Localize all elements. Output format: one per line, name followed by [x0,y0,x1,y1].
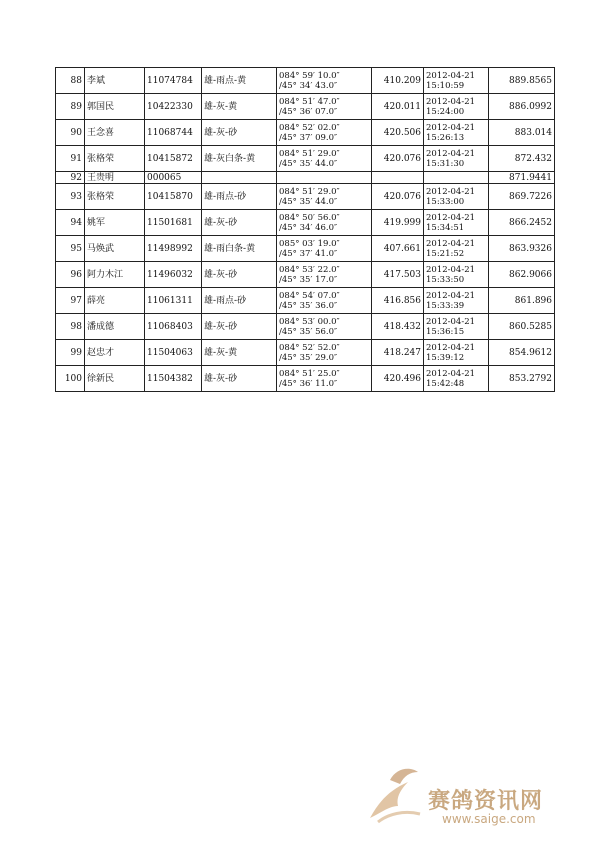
table-row [56,184,555,210]
latitude: /45° 35′ 36.0″ [279,300,338,311]
name-cell: 张格荣 [85,146,145,172]
rank-cell: 95 [56,236,85,262]
coordinates-cell [277,172,372,184]
arrival-date: 2012-04-21 [426,238,476,249]
name-cell: 马焕武 [85,236,145,262]
arrival-clock: 15:34:51 [426,222,465,233]
table-row [56,314,555,340]
coordinates-cell [277,210,372,236]
distance-cell: 420.506 [372,120,424,146]
arrival-time-cell [424,94,489,120]
latitude: /45° 36′ 11.0″ [279,378,338,389]
latitude: /45° 35′ 44.0″ [279,158,338,169]
feather-color-cell: 雄-灰-砂 [202,314,277,340]
name-cell: 王念喜 [85,120,145,146]
arrival-time-cell [424,210,489,236]
arrival-time-cell [424,314,489,340]
speed-cell: 872.432 [489,146,555,172]
name-cell: 郭国民 [85,94,145,120]
watermark-text: 赛鸽资讯网 [428,789,544,814]
arrival-date: 2012-04-21 [426,290,476,301]
arrival-clock: 15:33:50 [426,274,465,285]
watermark-url: www.saige.com [442,812,536,826]
feather-color-cell: 雄-灰-砂 [202,120,277,146]
speed-cell: 863.9326 [489,236,555,262]
arrival-clock: 15:31:30 [426,158,465,169]
name-cell: 薛亮 [85,288,145,314]
arrival-clock: 15:36:15 [426,326,465,337]
ring-number-cell: 11501681 [145,210,202,236]
speed-cell: 883.014 [489,120,555,146]
distance-cell: 418.432 [372,314,424,340]
longitude: 085° 03′ 19.0″ [279,238,340,249]
results-table-body [56,68,555,392]
rank-cell: 97 [56,288,85,314]
latitude: /45° 34′ 43.0″ [279,80,338,91]
rank-cell: 99 [56,340,85,366]
name-cell: 王贵明 [85,172,145,184]
ring-number-cell: 000065 [145,172,202,184]
table-row [56,262,555,288]
name-cell: 潘成德 [85,314,145,340]
speed-cell: 889.8565 [489,68,555,94]
distance-cell: 419.999 [372,210,424,236]
rank-cell: 91 [56,146,85,172]
rank-cell: 94 [56,210,85,236]
table-row [56,210,555,236]
ring-number-cell: 10415870 [145,184,202,210]
latitude: /45° 35′ 44.0″ [279,196,338,207]
arrival-time-cell [424,146,489,172]
table-row [56,366,555,392]
speed-cell: 871.9441 [489,172,555,184]
arrival-clock: 15:39:12 [426,352,465,363]
coordinates-cell [277,184,372,210]
table-row [56,236,555,262]
rank-cell: 89 [56,94,85,120]
latitude: /45° 36′ 07.0″ [279,106,338,117]
speed-cell: 862.9066 [489,262,555,288]
name-cell: 徐新民 [85,366,145,392]
distance-cell: 420.496 [372,366,424,392]
speed-cell: 861.896 [489,288,555,314]
feather-color-cell: 雄-雨点-砂 [202,184,277,210]
feather-color-cell: 雄-雨白条-黄 [202,236,277,262]
ring-number-cell: 11496032 [145,262,202,288]
name-cell: 张格荣 [85,184,145,210]
arrival-clock: 15:21:52 [426,248,465,259]
arrival-date: 2012-04-21 [426,342,476,353]
name-cell: 李斌 [85,68,145,94]
table-row [56,146,555,172]
coordinates-cell [277,68,372,94]
speed-cell: 866.2452 [489,210,555,236]
arrival-date: 2012-04-21 [426,368,476,379]
distance-cell: 420.076 [372,146,424,172]
longitude: 084° 51′ 47.0″ [279,96,340,107]
arrival-time-cell [424,68,489,94]
speed-cell: 853.2792 [489,366,555,392]
name-cell: 赵忠才 [85,340,145,366]
arrival-date: 2012-04-21 [426,148,476,159]
ring-number-cell: 11061311 [145,288,202,314]
table-row [56,120,555,146]
ring-number-cell: 10415872 [145,146,202,172]
arrival-date: 2012-04-21 [426,264,476,275]
longitude: 084° 51′ 29.0″ [279,148,340,159]
speed-cell: 854.9612 [489,340,555,366]
rank-cell: 96 [56,262,85,288]
feather-color-cell: 雄-灰-黄 [202,94,277,120]
coordinates-cell [277,314,372,340]
arrival-clock: 15:10:59 [426,80,465,91]
table-row [56,340,555,366]
coordinates-cell [277,340,372,366]
distance-cell: 416.856 [372,288,424,314]
arrival-time-cell [424,288,489,314]
arrival-time-cell [424,184,489,210]
feather-color-cell: 雄-灰-砂 [202,262,277,288]
longitude: 084° 50′ 56.0″ [279,212,340,223]
coordinates-cell [277,262,372,288]
coordinates-cell [277,94,372,120]
rank-cell: 88 [56,68,85,94]
latitude: /45° 35′ 56.0″ [279,326,338,337]
longitude: 084° 51′ 25.0″ [279,368,340,379]
distance-cell: 420.011 [372,94,424,120]
arrival-time-cell [424,262,489,288]
latitude: /45° 35′ 29.0″ [279,352,338,363]
longitude: 084° 59′ 10.0″ [279,70,340,81]
longitude: 084° 52′ 02.0″ [279,122,340,133]
ring-number-cell: 11504382 [145,366,202,392]
pigeon-logo-icon [360,760,430,830]
rank-cell: 93 [56,184,85,210]
ring-number-cell: 11068403 [145,314,202,340]
latitude: /45° 37′ 41.0″ [279,248,338,259]
latitude: /45° 34′ 46.0″ [279,222,338,233]
ring-number-cell: 11498992 [145,236,202,262]
distance-cell: 418.247 [372,340,424,366]
table-row [56,94,555,120]
speed-cell: 869.7226 [489,184,555,210]
latitude: /45° 37′ 09.0″ [279,132,338,143]
arrival-date: 2012-04-21 [426,70,476,81]
results-table [55,67,555,392]
coordinates-cell [277,146,372,172]
arrival-clock: 15:33:00 [426,196,465,207]
arrival-time-cell [424,236,489,262]
distance-cell: 410.209 [372,68,424,94]
arrival-date: 2012-04-21 [426,316,476,327]
rank-cell: 98 [56,314,85,340]
ring-number-cell: 11074784 [145,68,202,94]
feather-color-cell: 雄-灰-砂 [202,210,277,236]
distance-cell: 417.503 [372,262,424,288]
ring-number-cell: 10422330 [145,94,202,120]
arrival-date: 2012-04-21 [426,96,476,107]
watermark [360,760,570,830]
arrival-date: 2012-04-21 [426,212,476,223]
arrival-time-cell [424,120,489,146]
distance-cell [372,172,424,184]
distance-cell: 407.661 [372,236,424,262]
longitude: 084° 53′ 22.0″ [279,264,340,275]
coordinates-cell [277,366,372,392]
feather-color-cell: 雄-灰白条-黄 [202,146,277,172]
coordinates-cell [277,236,372,262]
table-row [56,172,555,184]
arrival-clock: 15:24:00 [426,106,465,117]
feather-color-cell: 雄-灰-黄 [202,340,277,366]
name-cell: 姚军 [85,210,145,236]
feather-color-cell: 雄-灰-砂 [202,366,277,392]
feather-color-cell: 雄-雨点-黄 [202,68,277,94]
longitude: 084° 54′ 07.0″ [279,290,340,301]
feather-color-cell [202,172,277,184]
arrival-date: 2012-04-21 [426,122,476,133]
latitude: /45° 35′ 17.0″ [279,274,338,285]
speed-cell: 886.0992 [489,94,555,120]
arrival-clock: 15:42:48 [426,378,465,389]
name-cell: 阿力木江 [85,262,145,288]
arrival-time-cell [424,172,489,184]
table-row [56,288,555,314]
feather-color-cell: 雄-雨点-砂 [202,288,277,314]
table-row [56,68,555,94]
arrival-time-cell [424,366,489,392]
speed-cell: 860.5285 [489,314,555,340]
longitude: 084° 51′ 29.0″ [279,186,340,197]
longitude: 084° 52′ 52.0″ [279,342,340,353]
arrival-date: 2012-04-21 [426,186,476,197]
rank-cell: 90 [56,120,85,146]
rank-cell: 92 [56,172,85,184]
coordinates-cell [277,120,372,146]
coordinates-cell [277,288,372,314]
ring-number-cell: 11504063 [145,340,202,366]
arrival-clock: 15:26:13 [426,132,465,143]
ring-number-cell: 11068744 [145,120,202,146]
arrival-time-cell [424,340,489,366]
arrival-clock: 15:33:39 [426,300,465,311]
rank-cell: 100 [56,366,85,392]
longitude: 084° 53′ 00.0″ [279,316,340,327]
distance-cell: 420.076 [372,184,424,210]
